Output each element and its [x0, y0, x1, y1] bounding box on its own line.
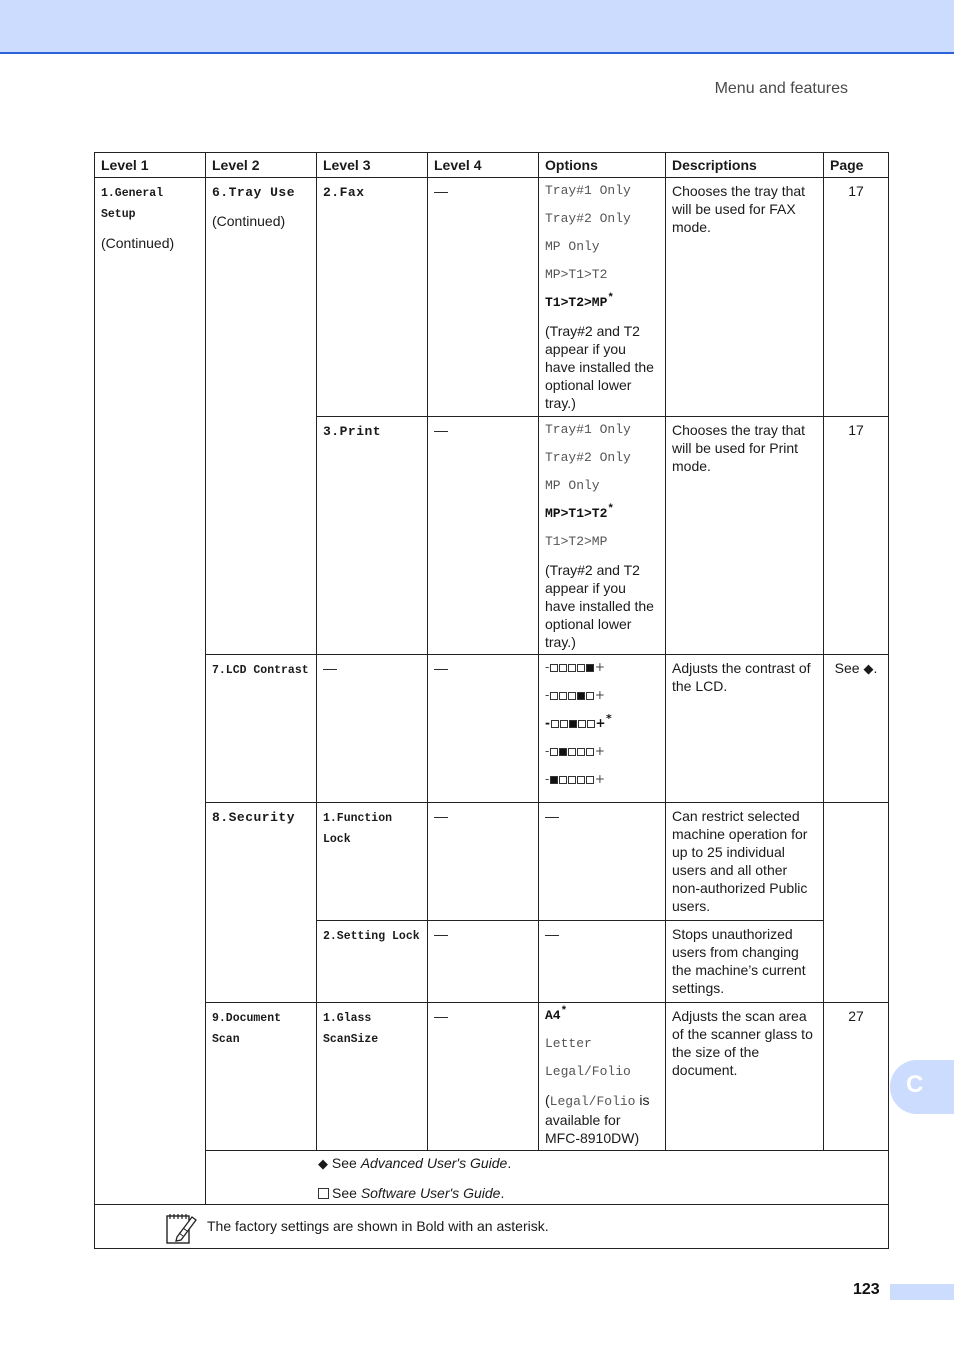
option-note: (Legal/Folio is available for MFC-8910DW)	[545, 1092, 650, 1146]
note-cell	[95, 1205, 889, 1249]
level4-cell: —	[428, 803, 539, 921]
level2-code: 8.Security	[212, 810, 296, 825]
contrast-scale-list	[545, 659, 659, 787]
description-cell: Adjusts the contrast of the LCD.	[666, 655, 824, 803]
page-cell: 27	[824, 1003, 889, 1151]
level3-code: 3.Print	[323, 424, 382, 439]
table-row	[95, 178, 889, 417]
option-note-text: is available for MFC-8910DW)	[545, 1092, 650, 1146]
chapter-letter: C	[906, 1071, 924, 1098]
note-row	[95, 1205, 889, 1249]
chapter-tab	[890, 1060, 954, 1114]
level1-continued: (Continued)	[101, 235, 175, 251]
asterisk-mark: *	[607, 503, 615, 516]
page-cell	[824, 655, 889, 803]
empty-square-icon	[586, 748, 594, 756]
description-cell: Adjusts the scan area of the scanner glass to the size of the document.	[666, 1003, 824, 1151]
level4-cell: —	[428, 921, 539, 1003]
option-item: Tray#2 Only	[545, 211, 631, 226]
contrast-option	[545, 743, 659, 759]
asterisk-mark: *	[607, 292, 615, 305]
level2-code: 6.Tray Use	[212, 185, 296, 200]
options-cell	[539, 417, 666, 655]
level3-code: 1.Function Lock	[323, 812, 393, 846]
ref-suffix: .	[500, 1185, 505, 1201]
software-guide-ref	[318, 1184, 888, 1202]
menu-table	[94, 152, 889, 1249]
note-pencil-icon	[165, 1211, 197, 1245]
guide-title: Advanced User's Guide	[360, 1155, 508, 1171]
description-cell: Chooses the tray that will be used for FAX mode.	[666, 178, 824, 417]
note	[95, 1209, 888, 1245]
option-item: MP Only	[545, 239, 600, 254]
plus-sign: +	[594, 660, 606, 674]
filled-square-icon	[569, 720, 577, 728]
option-item: MP Only	[545, 478, 600, 493]
table-header-row	[95, 153, 889, 178]
options-cell	[539, 1003, 666, 1151]
empty-square-icon	[586, 692, 594, 700]
option-item: MP>T1>T2	[545, 267, 608, 282]
page-prefix: See	[834, 660, 860, 676]
option-note: (Tray#2 and T2 appear if you have installed the optional lower tray.)	[545, 323, 654, 411]
column-header: Page	[824, 153, 889, 178]
options-cell: —	[539, 921, 666, 1003]
level3-code: 2.Setting Lock	[323, 930, 420, 943]
plus-sign: +	[594, 688, 606, 702]
minus-sign: -	[545, 688, 550, 702]
option-item: Legal/Folio	[545, 1064, 631, 1079]
table-row	[95, 1003, 889, 1151]
empty-square-icon	[550, 748, 558, 756]
empty-square-icon	[550, 664, 558, 672]
empty-square-icon	[318, 1188, 329, 1199]
ref-suffix: .	[507, 1155, 512, 1171]
page-cell: 17	[824, 417, 889, 655]
level2-cell	[206, 178, 317, 655]
empty-square-icon	[560, 720, 568, 728]
empty-square-icon	[577, 776, 585, 784]
diamond-icon: ◆	[318, 1156, 328, 1171]
empty-square-icon	[568, 692, 576, 700]
level1-cell	[95, 178, 206, 1205]
note-text: The factory settings are shown in Bold with an asterisk.	[207, 1218, 549, 1234]
empty-square-icon	[559, 776, 567, 784]
page-cell: 17	[824, 178, 889, 417]
description-cell: Stops unauthorized users from changing the machine’s current settings.	[666, 921, 824, 1003]
legend-row	[95, 1151, 889, 1205]
level2-continued: (Continued)	[212, 213, 286, 229]
page-number: 123	[853, 1281, 880, 1298]
empty-square-icon	[586, 776, 594, 784]
filled-square-icon	[559, 748, 567, 756]
minus-sign: -	[545, 744, 550, 758]
level3-cell	[317, 921, 428, 1003]
empty-square-icon	[568, 776, 576, 784]
level3-cell: —	[317, 655, 428, 803]
plus-sign: +	[595, 716, 607, 730]
page-suffix: .	[873, 660, 878, 676]
option-item: Tray#1 Only	[545, 183, 631, 198]
empty-square-icon	[568, 664, 576, 672]
plus-sign: +	[594, 772, 606, 786]
column-header: Descriptions	[666, 153, 824, 178]
advanced-guide-ref	[318, 1154, 888, 1173]
filled-square-icon	[550, 776, 558, 784]
column-header: Options	[539, 153, 666, 178]
level4-cell: —	[428, 655, 539, 803]
column-header: Level 4	[428, 153, 539, 178]
level2-cell	[206, 803, 317, 1003]
plus-sign: +	[594, 744, 606, 758]
empty-square-icon	[577, 748, 585, 756]
level4-cell: —	[428, 178, 539, 417]
empty-square-icon	[578, 720, 586, 728]
level2-cell	[206, 1003, 317, 1151]
level3-cell	[317, 178, 428, 417]
option-item: T1>T2>MP	[545, 534, 608, 549]
filled-square-icon	[586, 664, 594, 672]
level2-code: 7.LCD Contrast	[212, 664, 309, 677]
empty-square-icon	[559, 692, 567, 700]
option-label: T1>T2>MP	[545, 295, 608, 310]
option-label: A4	[545, 1008, 561, 1023]
minus-sign: -	[545, 660, 550, 674]
empty-square-icon	[550, 692, 558, 700]
column-header: Level 3	[317, 153, 428, 178]
page-cell	[824, 803, 889, 1003]
table-row	[95, 803, 889, 921]
option-item: Tray#2 Only	[545, 450, 631, 465]
options-cell: —	[539, 803, 666, 921]
option-item: Letter	[545, 1036, 592, 1051]
asterisk-mark: *	[606, 712, 613, 725]
option-label: MP>T1>T2	[545, 506, 608, 521]
default-option	[545, 505, 659, 523]
level1-code: 1.General Setup	[101, 187, 164, 221]
level3-code: 2.Fax	[323, 185, 365, 200]
ref-prefix: See	[331, 1155, 357, 1171]
table-row	[95, 655, 889, 803]
section-title: Menu and features	[714, 80, 848, 97]
contrast-option	[545, 687, 659, 703]
header-band	[0, 0, 954, 54]
empty-square-icon	[577, 664, 585, 672]
legend-cell	[206, 1151, 889, 1205]
guide-title: Software User's Guide	[360, 1185, 501, 1201]
level3-cell	[317, 1003, 428, 1151]
filled-square-icon	[577, 692, 585, 700]
empty-square-icon	[568, 748, 576, 756]
level3-cell	[317, 417, 428, 655]
diamond-icon: ◆	[863, 661, 874, 676]
asterisk-mark: *	[560, 1005, 568, 1018]
level2-cell	[206, 655, 317, 803]
level3-code: 1.Glass ScanSize	[323, 1012, 379, 1046]
level2-code: 9.Document Scan	[212, 1012, 282, 1046]
contrast-option	[545, 712, 659, 731]
empty-square-icon	[559, 664, 567, 672]
options-cell	[539, 655, 666, 803]
description-cell: Can restrict selected machine operation for up to 25 individual users and all other non-authorized Public users.	[666, 803, 824, 921]
column-header: Level 1	[95, 153, 206, 178]
level4-cell: —	[428, 417, 539, 655]
description-cell: Chooses the tray that will be used for Print mode.	[666, 417, 824, 655]
level3-cell	[317, 803, 428, 921]
page-number-bar	[890, 1284, 954, 1300]
default-option	[545, 1007, 659, 1025]
contrast-option	[545, 771, 659, 787]
options-cell	[539, 178, 666, 417]
default-option	[545, 294, 659, 312]
option-note: (Tray#2 and T2 appear if you have installed the optional lower tray.)	[545, 562, 654, 650]
contrast-option	[545, 659, 659, 675]
ref-prefix: See	[332, 1185, 357, 1201]
option-note-code: Legal/Folio	[549, 1094, 636, 1109]
level4-cell: —	[428, 1003, 539, 1151]
minus-sign: -	[545, 772, 550, 786]
empty-square-icon	[587, 720, 595, 728]
option-item: Tray#1 Only	[545, 422, 631, 437]
minus-sign: -	[545, 716, 551, 730]
empty-square-icon	[551, 720, 559, 728]
column-header: Level 2	[206, 153, 317, 178]
